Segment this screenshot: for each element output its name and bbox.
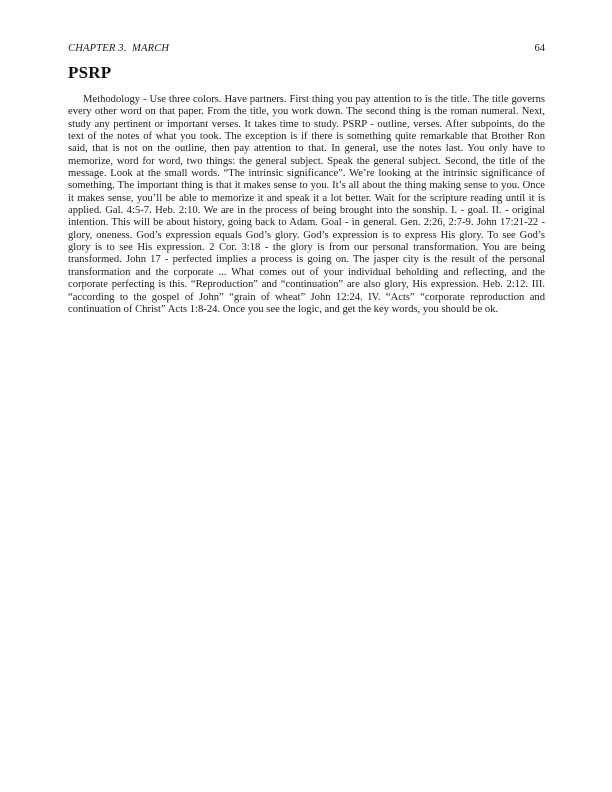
running-header [68, 43, 545, 54]
section-title: PSRP [68, 63, 112, 82]
running-header-chapter: CHAPTER 3. MARCH [68, 43, 170, 54]
body-paragraph: Methodology - Use three colors. Have partners. First thing you pay attention to is the title. The title governs every other word on that paper. From the title, you work down. The second thing is the roman numeral. Next, study any pertinent or important verses. It takes time to study. PSRP - outline, verses. After subpoints, do the text of the notes of what you took. The exception is if there is something quite remarkable that Brother Ron said, that is not on the outline, then pay attention to that. In general, use the notes last. You only have to memorize, word for word, two things: the general subject. Speak the general subject. Second, the title of the message. Look at the small words. “The intrinsic significance”. We’re looking at the intrinsic significance of something. The important thing is that it makes sense to you. It’s all about the thing making sense to you. Once it makes sense, you’ll be able to memorize it and speak it a lot better. Wait for the scripture reading until it is applied. Gal. 4:5-7. Heb. 2:10. We are in the process of being brought into the sonship. I. - goal. II. - original intention. This will be about history, going back to Adam. Goal - in general. Gen. 2:26, 2:7-9. John 17:21-22 - glory, oneness. God’s expression equals God’s glory. God’s expression is to express His glory. To see God’s glory is to see His expression. 2 Cor. 3:18 - the glory is from our personal transformation. You are being transformed. John 17 - perfected implies a process is going on. The jasper city is the result of the personal transformation and the corporate ... What comes out of your individual beholding and reflecting, and the corporate perfecting is this. “Reproduction” and “continuation” are also glory, His expression. Heb. 2:12. III. “according to the gospel of John” “grain of wheat” John 12:24. IV. “Acts” “corporate reproduction and continuation of Christ” Acts 1:8-24. Once you see the logic, and get the key words, you should be ok. [68, 94, 545, 315]
page-number: 64 [534, 43, 545, 54]
